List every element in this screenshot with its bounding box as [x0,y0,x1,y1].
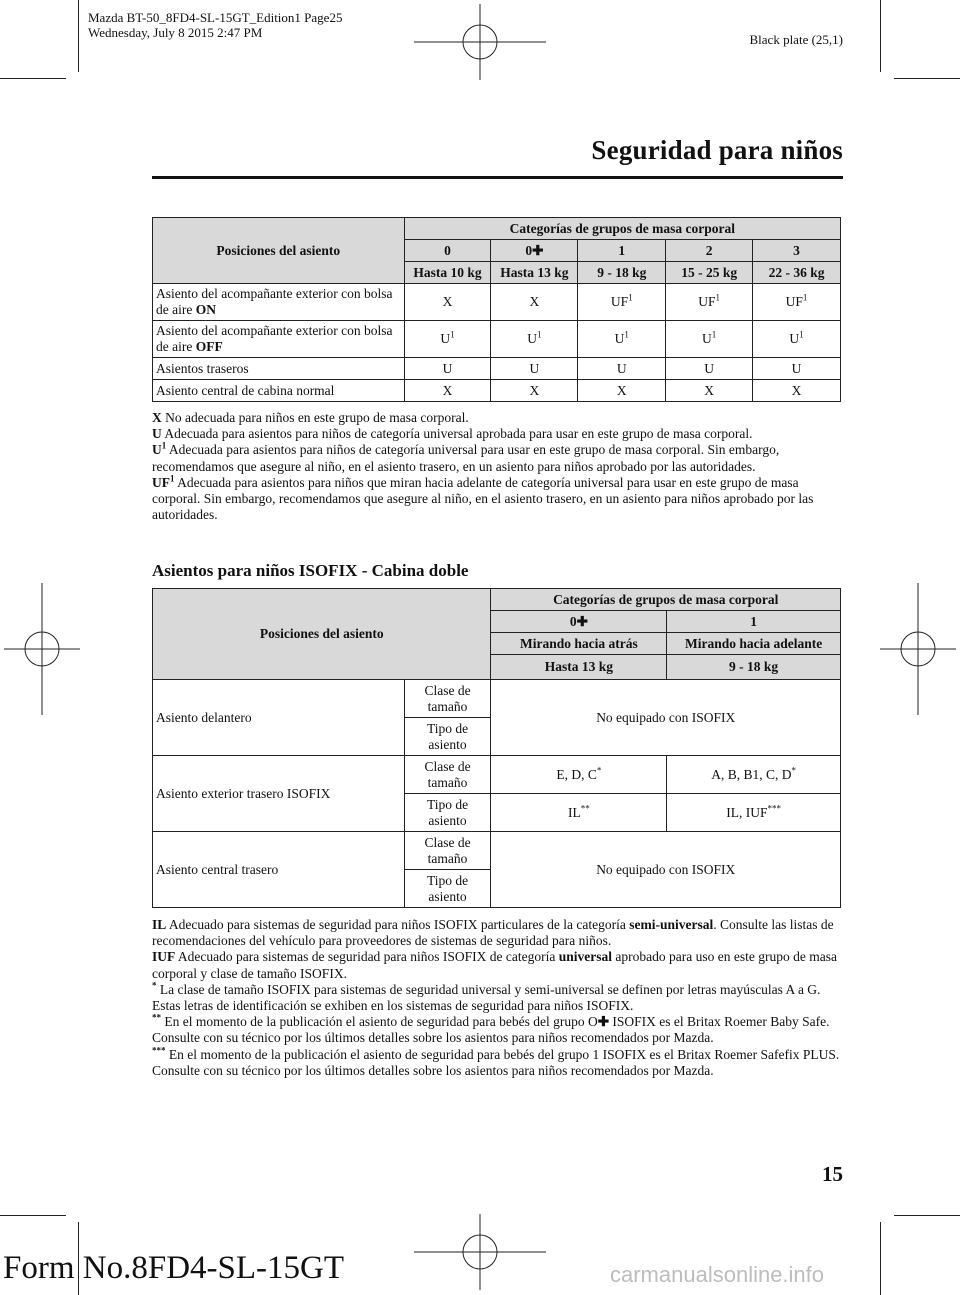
table-cell: X [404,380,491,402]
watermark: carmanualsonline.info [610,1262,825,1287]
table-cell: No equipado con ISOFIX [491,832,841,908]
doc-info-line1: Mazda BT-50_8FD4-SL-15GT_Edition1 Page25 [88,10,343,25]
table-cell: $U^1$ [666,321,753,358]
seat-position: Asiento del acompañante exterior con bolsa de aire OFF [153,321,405,358]
table-cell: U [491,358,578,380]
registration-mark-right [880,583,956,715]
table-row [153,321,841,358]
table-cell: E, D, C* [491,756,667,794]
legend-x: X No adecuada para niños en este grupo de masa corporal. [152,410,469,425]
table-cell: $U^1$ [753,321,841,358]
group-label: 1 [667,611,841,633]
title-rule [152,176,843,179]
seat-position: Asientos traseros [153,358,405,380]
table-cell: $U^1$ [578,321,666,358]
size-class-label: Clase de tamaño [404,756,491,794]
table-cell: X [666,380,753,402]
table-cell: $U^1$ [491,321,578,358]
seat-type-label: Tipo de asiento [404,718,491,756]
table-cell: U [578,358,666,380]
footnote-2: ** En el momento de la publicación el asiento de seguridad para bebés del grupo O✚ ISOFIX es el Britax Roemer Baby Safe. Consulte con su técnico por los últimos detalles sobre los asientos para niños recomendados por Mazda. [152,1012,830,1046]
range-label: Hasta 10 kg [404,262,491,284]
isofix-legend [152,917,842,1079]
table-cell: U [753,358,841,380]
section-title-isofix: Asientos para niños ISOFIX - Cabina doble [152,561,469,580]
table-cell: X [491,380,578,402]
seat-position: Asiento central de cabina normal [153,380,405,402]
table-cell: $U^1$ [404,321,491,358]
legend-iuf: IUF Adecuado para sistemas de seguridad para niños ISOFIX de categoría universal aprobado para uso en este grupo de masa corporal y clase de tamaño ISOFIX. [152,949,837,981]
seat-position: Asiento delantero [153,680,405,756]
mass-group-table [152,217,841,402]
isofix-table [152,588,841,908]
table-cell: IL** [491,794,667,832]
crop-mark [0,78,66,79]
table1-legend [152,410,842,523]
legend-il: IL Adecuado para sistemas de seguridad para niños ISOFIX particulares de la categoría semi-universal. Consulte las listas de recomendaciones del vehículo para proveedores de sistemas de seguridad para niños. [152,917,834,949]
table-cell: IL, IUF*** [667,794,841,832]
table-cell: $UF^1$ [753,284,841,321]
registration-mark-top [414,4,546,80]
range-label: Hasta 13 kg [491,655,667,680]
table-row [153,358,841,380]
table-cell: U [666,358,753,380]
direction-label: Mirando hacia atrás [491,633,667,655]
footnote-3: *** En el momento de la publicación el asiento de seguridad para bebés del grupo 1 ISOFIX es el Britax Roemer Safefix PLUS. Consulte con su técnico por los últimos detalles sobre los asientos para niños recomendados por Mazda. [152,1045,840,1078]
doc-info-line2: Wednesday, July 8 2015 2:47 PM [88,25,263,40]
legend-uf1: $UF^1$ Adecuada para asientos para niños que miran hacia adelante de categoría universal para usar en este grupo de masa corporal. Sin embargo, recomendamos que asegure al niño, en el asiento trasero, en un asiento para niños aprobado por las autoridades. [152,473,814,523]
group-label: 2 [666,240,753,262]
table-cell: No equipado con ISOFIX [491,680,841,756]
plus-icon: ✚ [532,242,544,258]
table-corner-header: Posiciones del asiento [153,218,405,284]
seat-type-label: Tipo de asiento [404,870,491,908]
crop-mark [894,78,960,79]
registration-mark-bottom [414,1214,546,1290]
group-label: 0 [404,240,491,262]
plus-icon: ✚ [576,613,588,629]
group-label: 3 [753,240,841,262]
crop-mark [880,0,881,72]
size-class-label: Clase de tamaño [404,680,491,718]
crop-mark [880,1222,881,1295]
group-label: 0✚ [491,611,667,633]
seat-position: Asiento exterior trasero ISOFIX [153,756,405,832]
range-label: 15 - 25 kg [666,262,753,284]
range-label: Hasta 13 kg [491,262,578,284]
table-corner-header: Posiciones del asiento [153,589,491,680]
group-label: 0✚ [491,240,578,262]
doc-info [88,10,342,40]
table-cell: X [753,380,841,402]
form-number: Form No.8FD4-SL-15GT [3,1250,345,1286]
table-cell: $UF^1$ [666,284,753,321]
seat-position: Asiento del acompañante exterior con bolsa de aire ON [153,284,405,321]
range-label: 22 - 36 kg [753,262,841,284]
range-label: 9 - 18 kg [578,262,666,284]
crop-mark [78,0,79,72]
group-label: 1 [578,240,666,262]
table-cell: X [404,284,491,321]
table-group-header: Categorías de grupos de masa corporal [491,589,841,611]
legend-u: U Adecuada para asientos para niños de categoría universal aprobada para usar en este grupo de masa corporal. [152,426,753,442]
table-cell: X [578,380,666,402]
page-number: 15 [822,1162,843,1186]
seat-type-label: Tipo de asiento [404,794,491,832]
registration-mark-left [4,583,80,715]
table-cell: X [491,284,578,321]
table-cell: U [404,358,491,380]
crop-mark [0,1215,66,1216]
range-label: 9 - 18 kg [667,655,841,680]
table-row [153,284,841,321]
table-row [153,680,841,718]
table-row [153,380,841,402]
plus-icon: ✚ [597,1014,610,1030]
size-class-label: Clase de tamaño [404,832,491,870]
footnote-1: * La clase de tamaño ISOFIX para sistemas de seguridad universal y semi-universal se definen por letras mayúsculas A a G. Estas letras de identificación se exhiben en los sistemas de seguridad para niños ISOFIX. [152,980,821,1014]
table-row [153,832,841,870]
legend-u1: $U^1$ Adecuada para asientos para niños de categoría universal para usar en este grupo de masa corporal. Sin embargo, recomendamos que asegure al niño, en el asiento trasero, en un asiento para niños aprobado por las autoridades. [152,440,780,474]
table-group-header: Categorías de grupos de masa corporal [404,218,840,240]
direction-label: Mirando hacia adelante [667,633,841,655]
table-cell: A, B, B1, C, D* [667,756,841,794]
table-cell: $UF^1$ [578,284,666,321]
crop-mark [894,1215,960,1216]
table-row [153,756,841,794]
page-title: Seguridad para niños [591,135,843,165]
seat-position: Asiento central trasero [153,832,405,908]
plate-label: Black plate (25,1) [749,32,843,47]
